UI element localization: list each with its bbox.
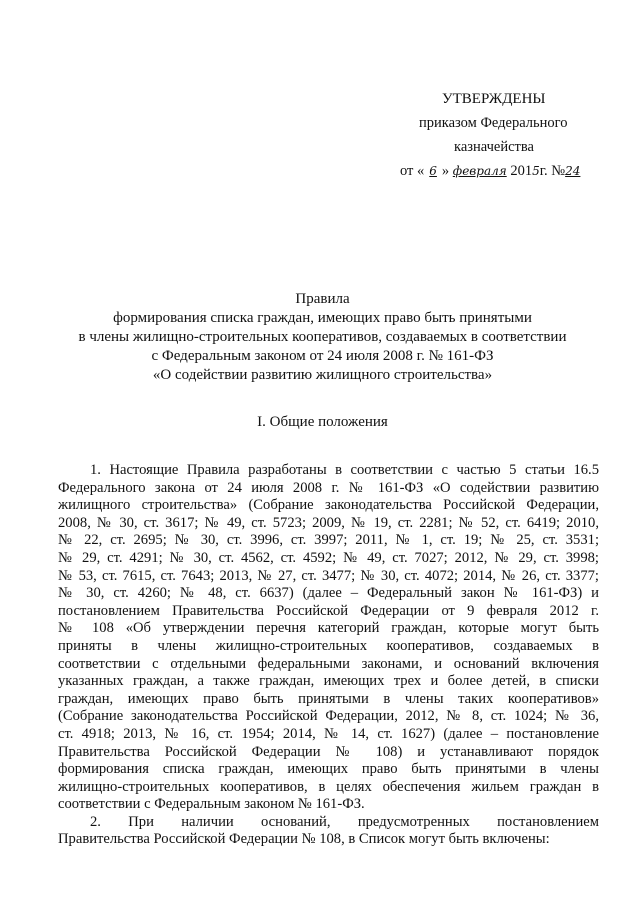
- title-line-3: в члены жилищно-строительных кооперативов, создаваемых в соответствии: [78, 329, 567, 345]
- title-line-2: формирования списка граждан, имеющих право быть принятыми: [113, 310, 532, 326]
- title-line-1: Правила: [295, 291, 350, 307]
- title-line-5: «О содействии развитию жилищного строительства»: [152, 367, 493, 383]
- approval-date-line: [400, 164, 580, 179]
- document-title: [40, 290, 605, 385]
- approval-line-2: казначейства: [454, 139, 534, 155]
- handwritten-month: февраля: [452, 164, 507, 178]
- paragraph-2-line: 2. При наличии оснований, предусмотренных постановлением: [90, 813, 599, 830]
- date-mid: »: [441, 163, 450, 179]
- handwritten-number: 24: [565, 164, 581, 178]
- paragraph-1-line: указанных граждан, а также граждан, имеющих трех и более детей, в списки: [58, 673, 599, 690]
- handwritten-day: 6: [429, 164, 437, 178]
- paragraph-1-line: 1. Настоящие Правила разработаны в соответствии с частью 5 статьи 16.5: [90, 462, 599, 478]
- paragraph-1-line: (Собрание законодательства Российской Федерации, 2012, № 8, ст. 1024; № 36,: [58, 708, 599, 725]
- paragraph-1-line: Федерального закона от 24 июля 2008 г. № 161-ФЗ «О содействии развитию: [58, 479, 599, 496]
- paragraph-1-line: Правительства Российской Федерации № 108) и устанавливают порядок: [58, 743, 599, 760]
- approval-line-1: приказом Федерального: [419, 115, 568, 131]
- paragraph-1-line: граждан, имеющих право быть принятыми в члены таких кооперативов»: [58, 690, 599, 707]
- paragraph-1-line: приняты в члены жилищно-строительных кооперативов, создаваемых в: [58, 637, 599, 654]
- number-prefix: г. №: [539, 163, 566, 179]
- paragraph-1-line: формирования списка граждан, имеющих право быть принятыми в члены: [58, 761, 599, 778]
- paragraph-1-line: № 108 «Об утверждении перечня категорий граждан, которые могут быть: [58, 620, 599, 637]
- paragraph-1-line: соответствии с Федеральным законом № 161-ФЗ.: [58, 796, 365, 813]
- paragraph-1-line: постановлением Правительства Российской Федерации от 9 февраля 2012 г.: [58, 602, 599, 619]
- date-prefix: от «: [400, 163, 425, 179]
- document-body: [58, 462, 599, 849]
- paragraph-1-line: жилищного строительства» (Собрание законодательства Российской Федерации,: [58, 497, 599, 514]
- paragraph-1-line: № 22, ст. 2695; № 30, ст. 3996, ст. 3997; 2011, № 1, ст. 19; № 25, ст. 3531;: [58, 532, 599, 549]
- paragraph-2-line: Правительства Российской Федерации № 108, в Список могут быть включены:: [58, 831, 550, 848]
- handwritten-year-digit: 5: [532, 164, 540, 178]
- paragraph-1-line: соответствии с отдельными федеральными законами, и оснований включения: [58, 655, 599, 672]
- paragraph-1-line: ст. 4918; 2013, № 16, ст. 1954; 2014, № 14, ст. 1627) (далее – постановление: [58, 725, 599, 742]
- year-prefix: 201: [510, 163, 533, 179]
- title-line-4: с Федеральным законом от 24 июля 2008 г. № 161-ФЗ: [151, 348, 494, 364]
- approval-stamp: УТВЕРЖДЕНЫ: [442, 91, 546, 107]
- paragraph-1-line: № 53, ст. 7615, ст. 7643; 2013, № 27, ст. 3477; № 30, ст. 4072; 2014, № 26, ст. 3377;: [58, 567, 599, 584]
- paragraph-1-line: жилищно-строительных кооперативов, в целях обеспечения жильем граждан в: [58, 778, 599, 795]
- paragraph-1-line: № 29, ст. 4291; № 30, ст. 4562, ст. 4592; № 49, ст. 7027; 2012, № 29, ст. 3998;: [58, 549, 599, 566]
- section-heading: I. Общие положения: [257, 414, 388, 430]
- paragraph-1-line: 2008, № 30, ст. 3617; № 49, ст. 5723; 2009, № 19, ст. 2281; № 52, ст. 6419; 2010,: [58, 514, 599, 531]
- paragraph-1-line: № 30, ст. 4260; № 48, ст. 6637) (далее – Федеральный закон № 161-ФЗ) и: [58, 585, 599, 602]
